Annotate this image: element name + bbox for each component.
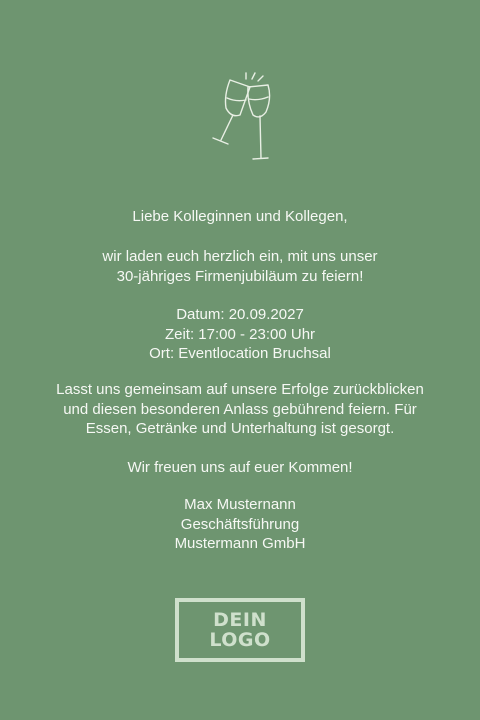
closing-text: Wir freuen uns auf euer Kommen! [127,459,353,476]
greeting [20,207,460,227]
logo-line-2: LOGO [209,629,271,651]
signature-role: Geschäftsführung [180,515,300,533]
event-details [20,305,460,364]
intro-line-1: wir laden euch herzlich ein, mit uns unser [102,248,378,265]
intro-paragraph [20,247,460,286]
signature-company: Mustermann GmbH [174,535,306,552]
event-date: Datum: 20.09.2027 [176,306,304,323]
event-location: Ort: Eventlocation Bruchsal [149,345,331,362]
greeting-text: Liebe Kolleginnen und Kollegen, [132,208,348,225]
signature [20,495,460,554]
body-paragraph [20,380,460,439]
champagne-glasses-icon [200,70,280,165]
event-time: Zeit: 17:00 - 23:00 Uhr [164,325,316,343]
intro-line-2: 30-jähriges Firmenjubiläum zu feiern! [116,267,364,285]
closing [20,458,460,478]
logo-placeholder [175,598,305,662]
body-line-1: Lasst uns gemeinsam auf unsere Erfolge zurückblicken [56,381,424,398]
logo-line-1: DEIN [213,609,267,631]
body-line-3: Essen, Getränke und Unterhaltung ist gesorgt. [85,420,395,437]
signature-name: Max Musternann [184,496,296,513]
body-line-2: und diesen besonderen Anlass gebührend feiern. Für [63,400,417,418]
